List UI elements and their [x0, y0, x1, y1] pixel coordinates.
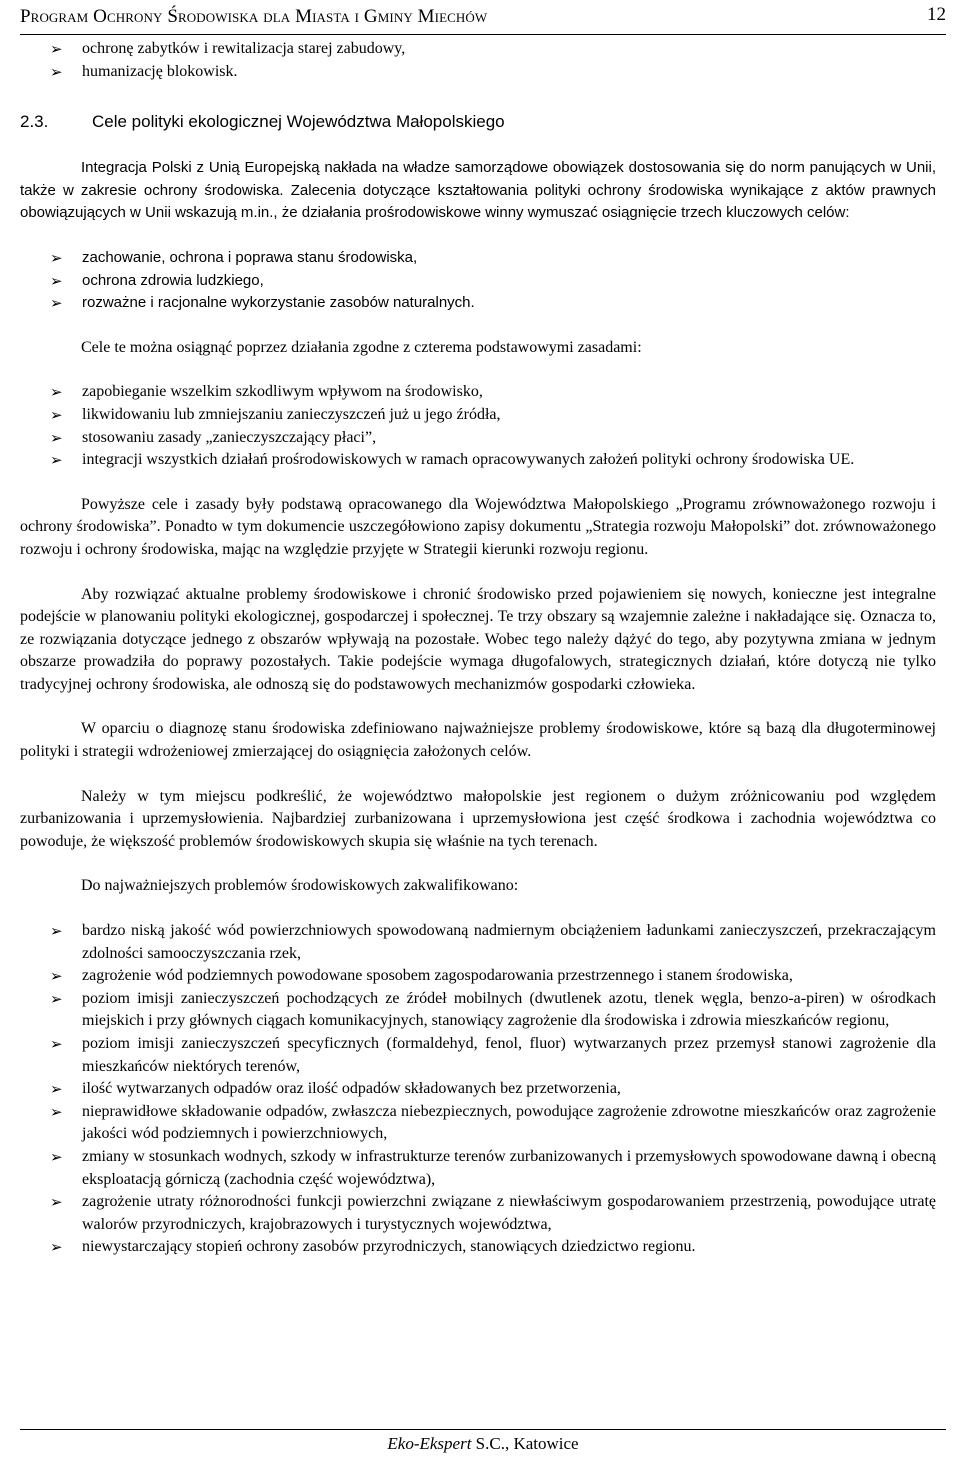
footer-location: S.C., Katowice: [475, 1434, 579, 1453]
arrow-bullet-icon: ➢: [50, 1193, 63, 1212]
list-item: ➢ niewystarczający stopień ochrony zasobów przyrodniczych, stanowiących dziedzictwo regionu.: [20, 1236, 936, 1259]
arrow-bullet-icon: ➢: [50, 248, 63, 267]
list-item: ➢ ochrona zdrowia ludzkiego,: [20, 270, 936, 293]
list-item: ➢ nieprawidłowe składowanie odpadów, zwłaszcza niebezpiecznych, powodujące zagrożenie zdrowotne mieszkańców oraz zagrożenie jakości wód podziemnych i powierzchniowych,: [50, 1102, 936, 1143]
page-header: [20, 0, 946, 35]
list-item: ➢ rozważne i racjonalne wykorzystanie zasobów naturalnych.: [20, 292, 936, 315]
footer-company: Eko-Ekspert: [387, 1434, 472, 1453]
goals-list: [20, 247, 936, 315]
section-number: 2.3.: [20, 112, 49, 132]
list-item: ➢ integracji wszystkich działań prośrodowiskowych w ramach opracowywanych założeń polityki ochrony środowiska UE.: [20, 449, 936, 472]
arrow-bullet-icon: ➢: [50, 989, 63, 1008]
paragraph: Należy w tym miejscu podkreślić, że województwo małopolskie jest regionem o dużym zróżnicowaniu pod względem zurbanizowania i uprzemysłowienia. Najbardziej zurbanizowana i uprzemysłowiona jest część środkowa i zachodnia województwa co powoduje, że większość problemów środowiskowych skupia się właśnie na tych terenach.: [20, 787, 936, 850]
arrow-bullet-icon: ➢: [50, 451, 63, 470]
list-item: ➢ bardzo niską jakość wód powierzchniowych spowodowaną nadmiernym obciążeniem ładunkami zanieczyszczeń, przekraczającym zdolności samooczyszczania rzek,: [50, 922, 936, 962]
list-item: ➢ poziom imisji zanieczyszczeń pochodzących ze źródeł mobilnych (dwutlenek azotu, tlenek węgla, benzo-a-piren) w ośrodkach miejskich i przy głównych ciągach komunikacyjnych, stanowiący zagrożenie dla środowiska i zdrowia mieszkańców regionu,: [50, 989, 936, 1030]
arrow-bullet-icon: ➢: [50, 1238, 63, 1257]
problems-intro: Do najważniejszych problemów środowiskowych zakwalifikowano:: [81, 877, 519, 895]
page-content: [20, 38, 936, 1259]
arrow-bullet-icon: ➢: [50, 62, 63, 81]
arrow-bullet-icon: ➢: [50, 40, 63, 58]
list-item: ➢ zagrożenie wód podziemnych powodowane sposobem zagospodarowania przestrzennego i stanem środowiska,: [20, 965, 936, 988]
arrow-bullet-icon: ➢: [50, 1147, 63, 1166]
arrow-bullet-icon: ➢: [50, 405, 63, 424]
list-item: ➢ likwidowaniu lub zmniejszaniu zanieczyszczeń już u jego źródła,: [20, 404, 936, 427]
principles-list: [20, 381, 936, 471]
list-item: ➢ zapobieganie wszelkim szkodliwym wpływom na środowisko,: [20, 381, 936, 404]
arrow-bullet-icon: ➢: [50, 271, 63, 290]
arrow-bullet-icon: ➢: [50, 1080, 63, 1099]
principles-intro: Cele te można osiągnąć poprzez działania zgodne z czterema podstawowymi zasadami:: [81, 338, 642, 356]
paragraph: W oparciu o diagnozę stanu środowiska zdefiniowano najważniejsze problemy środowiskowe, które są bazą dla długoterminowej polityki i strategii wdrożeniowej zmierzającej do osiągnięcia założonych celów.: [20, 720, 936, 761]
section-heading: [20, 111, 936, 133]
list-item: ➢ ochronę zabytków i rewitalizacja starej zabudowy,: [20, 38, 936, 61]
arrow-bullet-icon: ➢: [50, 428, 63, 447]
intro-paragraph: Integracja Polski z Unią Europejską nakłada na władze samorządowe obowiązek dostosowania się do norm panujących w Unii, także w zakresie ochrony środowiska. Zalecenia dotyczące kształtowania polityki ochrony środowiska wynikające z aktów prawnych obowiązujących w Unii wskazują m.in., że działania prośrodowiskowe winny wymuszać osiągnięcie trzech kluczowych celów:: [20, 159, 936, 222]
list-item: ➢ zachowanie, ochrona i poprawa stanu środowiska,: [20, 247, 936, 270]
list-item: ➢ stosowaniu zasady „zanieczyszczający płaci”,: [20, 427, 936, 450]
paragraph: Powyższe cele i zasady były podstawą opracowanego dla Województwa Małopolskiego „Programu zrównoważonego rozwoju i ochrony środowiska”. Ponadto w tym dokumencie uszczegółowiono zapisy dokumentu „Strategia rozwoju Małopolski” dot. zrównoważonego rozwoju i ochrony środowiska, mając na względzie przyjęte w Strategii kierunki rozwoju regionu.: [20, 495, 936, 558]
arrow-bullet-icon: ➢: [50, 922, 63, 941]
list-item: ➢ ilość wytwarzanych odpadów oraz ilość odpadów składowanych bez przetworzenia,: [20, 1078, 936, 1101]
arrow-bullet-icon: ➢: [50, 294, 63, 313]
list-item: ➢ poziom imisji zanieczyszczeń specyficznych (formaldehyd, fenol, fluor) wytwarzanych przez przemysł stanowi zagrożenie dla mieszkańców niektórych terenów,: [50, 1035, 936, 1075]
problems-list: [20, 920, 936, 1259]
paragraph: Aby rozwiązać aktualne problemy środowiskowe i chronić środowisko przed pojawieniem się nowych, konieczne jest integralne podejście w planowaniu polityki ekologicznej, gospodarczej i społecznej. Te trzy obszary są wzajemnie zależne i nakładające się. Oznacza to, ze rozwiązania dotyczące jednego z obszarów wpływają na pozostałe. Wobec tego należy dążyć do tego, aby pozytywna zmiana w jednym obszarze prowadziła do poprawy pozostałych. Takie podejście wymaga długofalowych, strategicznych działań, które dotyczą nie tylko tradycyjnej ochrony środowiska, ale odnoszą się do podstawowych mechanizmów gospodarki człowieka.: [20, 585, 936, 693]
arrow-bullet-icon: ➢: [50, 1102, 63, 1121]
list-item: ➢ zagrożenie utraty różnorodności funkcji powierzchni związane z niewłaściwym gospodarowaniem przestrzenią, powodujące utratę walorów przyrodniczych, krajobrazowych i turystycznych województwa,: [50, 1193, 936, 1233]
arrow-bullet-icon: ➢: [50, 383, 63, 402]
list-item: ➢ humanizację blokowisk.: [20, 61, 936, 84]
page-footer: [20, 1429, 946, 1454]
section-title: Cele polityki ekologicznej Województwa Małopolskiego: [92, 112, 505, 132]
arrow-bullet-icon: ➢: [50, 1035, 63, 1053]
page-number: 12: [927, 4, 946, 25]
arrow-bullet-icon: ➢: [50, 967, 63, 986]
document-title: Program Ochrony Środowiska dla Miasta i Gminy Miechów: [20, 6, 488, 27]
top-bullet-list: [20, 38, 936, 83]
list-item: ➢ zmiany w stosunkach wodnych, szkody w infrastrukturze terenów zurbanizowanych i przemysłowych spowodowane dawną i obecną eksploatacją górniczą (zachodnia część województwa),: [50, 1147, 936, 1188]
